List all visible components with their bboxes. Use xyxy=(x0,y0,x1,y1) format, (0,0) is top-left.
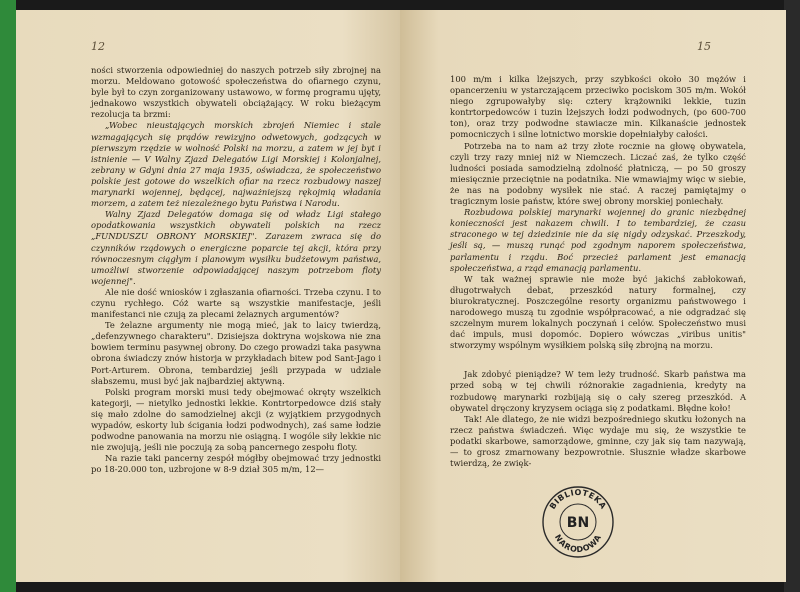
svg-text:NARODOWA xyxy=(553,533,603,554)
paragraph: Polski program morski musi tedy obejmować okręty wszelkich kategorji, — nietylko jednostki lekkie. Kontrtorpedowce dziś stały się mało zdolne do samodzielnej akcji (z wyjątkiem przygodnych wypadów, eskorty lub ścigania łodzi podwodnych), zaś same łodzie podwodne panowania na morzu nie osiągną. I wogóle siły lekkie nic nie zwojują, jeśli nie poczują za sobą pancernego zespołu floty. xyxy=(91,386,381,453)
section-gap xyxy=(450,351,746,369)
stamp-top-text: BIBLIOTEKA xyxy=(547,487,609,511)
library-stamp xyxy=(541,485,615,559)
paragraph: Rozbudowa polskiej marynarki wojennej do granic niezbędnej konieczności jest nakazem chwili. I to tembardziej, że czasu straconego w tej dziedzinie nie da się nigdy odzyskać. Przeszkody, jeśli są, — muszą runąć pod zgodnym naporem społeczeństwa, parlamentu i rządu. Boć przecież parlament jest emanacją społeczeństwa, a rząd emanacją parlamentu. xyxy=(450,207,746,273)
right-page xyxy=(400,10,786,582)
left-page-text xyxy=(91,65,381,475)
paragraph: Jak zdobyć pieniądze? W tem leży trudność. Skarb państwa ma przed sobą w tej chwili różnorakie zagadnienia, kredyty na rozbudowę marynarki rozbijają się o cały szereg przeszkód. A obywatel dręczony kryzysem ociąga się z podatkami. Błędne koło! xyxy=(450,369,746,413)
right-page-text xyxy=(450,74,746,469)
paragraph: W tak ważnej sprawie nie może być jakichś zabłokowań, długotrwałych debat, przeszkód natury formalnej, czy biurokratycznej. Poszczególne resorty organizmu państwowego i narodowego muszą tu zgodnie współpracować, a nie odgradzać się szczelnym murem lokalnych poczynań i celów. Społeczeństwo musi dać impuls, musi dopomóc. Dopiero wówczas „viribus unitis" stworzymy wspólnym wysiłkiem polską siłę zbrojną na morzu. xyxy=(450,273,746,351)
paragraph: Na razie taki pancerny zespół mógłby obejmować trzy jednostki po 18-20.000 ton, uzbrojone w 8-9 dział 305 m/m, 12— xyxy=(91,453,381,475)
svg-text:BIBLIOTEKA xyxy=(548,488,608,511)
paragraph: Potrzeba na to nam aż trzy złote rocznie na głowę obywatela, czyli trzy razy mniej niż w Niemczech. Liczać zaś, że tylko część ludności posiada samodzielną zdolność płatniczą, — po 50 groszy miesięcznie przeciętnie na podatnika. Nie wmawiajmy więc w siebie, że nas na podobny wysiłek nie stać. A raczej pamiętajmy o tragicznym losie państw, które swej obrony morskiej poniechały. xyxy=(450,140,746,207)
quote-paragraph: Walny Zjazd Delegatów domaga się od władz Ligi stałego opodatkowania wszystkich obywateli polskich na rzecz „FUNDUSZU OBRONY MORSKIEJ". Zarazem zwraca się do czynników rządowych o energiczne poparcie tej akcji, która przy równoczesnym ciągłym i planowym wysiłku budżetowym państwa, umożliwi stworzenie odpowiadającej naszym potrzebom floty wojennej". xyxy=(91,209,381,286)
scanner-edge-right xyxy=(784,0,800,592)
paragraph: Tak! Ale dlatego, że nie widzi bezpośredniego skutku łożonych na rzecz państwa świadczeń. Więc wydaje mu się, że wszystkie te podatki skarbowe, samorządowe, gminne, czy jak się tam nazywają, — to grosz zmarnowany bezpowrotnie. Słusznie władze skarbowe twierdzą, że zwięk- xyxy=(450,413,746,469)
scanner-edge-left xyxy=(0,0,16,592)
page-number-right: 15 xyxy=(697,40,711,53)
stamp-bottom-text: NARODOWA xyxy=(552,532,604,555)
paragraph: ności stworzenia odpowiedniej do naszych potrzeb siły zbrojnej na morzu. Meldowano gotowość społeczeństwa do ofiarnego czynu, byle był to czyn zorganizowany ustawowo, w formę programu ujęty, jednakowo wszystkich obywateli obciążający. W roku bieżącym rezolucja ta brzmi: xyxy=(91,65,381,120)
quote-paragraph: „Wobec nieustających morskich zbrojeń Niemiec i stale wzmagających się prądów rewizyjno odwetowych, godzących w pierwszym rzędzie w wolność Polski na morzu, a zatem w jej byt i istnienie — V Walny Zjazd Delegatów Ligi Morskiej i Kolonjalnej, zebrany w Gdyni dnia 27 maja 1935, oświadcza, że społeczeństwo polskie jest gotowe do wszelkich ofiar na rzecz rozbudowy naszej marynarki wojennej, będącej, najważniejszą rękojmią władania morzem, a zatem też niezależnego bytu Państwa i Narodu. xyxy=(91,120,381,209)
page-number-left: 12 xyxy=(91,40,105,53)
stamp-center-text: BN xyxy=(566,515,590,531)
paragraph: Ale nie dość wniosków i zgłaszania ofiarności. Trzeba czynu. I to czynu rychłego. Cóż warte są wszystkie manifestacje, jeśli manifestanci nie czują za plecami żelaznych argumentów? xyxy=(91,286,381,320)
left-page xyxy=(16,10,400,582)
paragraph: Te żelazne argumenty nie mogą mieć, jak to laicy twierdzą, „defenzywnego charakteru". Dzisiejsza doktryna wojskowa nie zna bowiem terminu pasywnej obrony. Do czego prowadzi taka pasywna obrona świadczy znów historja w przykładach bitew pod Sant-Jago i Port-Arturem. Obrona, tembardziej jeśli przypada w udziale słabszemu, musi być jak najbardziej aktywną. xyxy=(91,320,381,386)
paragraph: 100 m/m i kilka lżejszych, przy szybkości około 30 mężów i opancerzeniu w ystarczającem przeciwko pociskom 305 m/m. Wokół niego zgrupowałyby się: cztery krążowniki lekkie, tuzin kontrtorpedowców i tuzin lżejszych łodzi podwodnych, (po 600-700 ton), oraz trzy podwodne stawiacze min. Kilkanaście jednostek pomocniczych i silne lotnictwo morskie dopełniałyby całości. xyxy=(450,74,746,140)
